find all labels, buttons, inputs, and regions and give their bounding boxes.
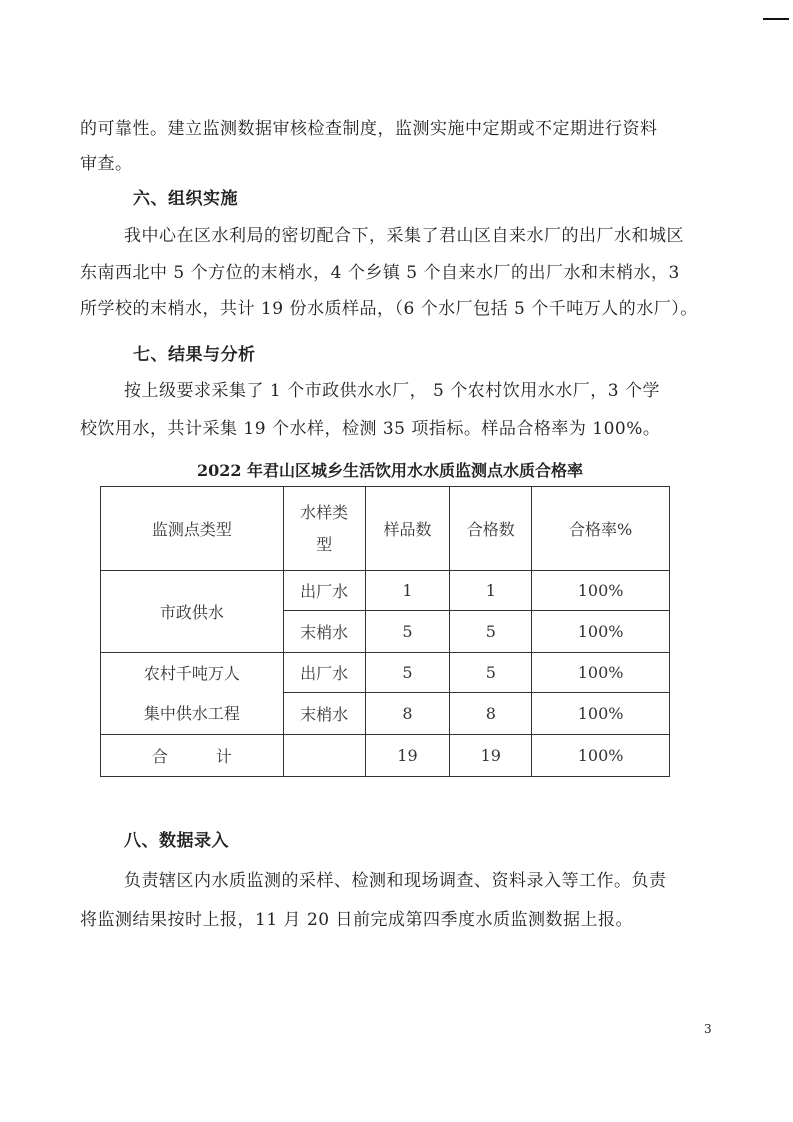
cell: 末梢水 — [283, 693, 365, 735]
header-cell: 合格数 — [450, 487, 532, 571]
header-cell: 样品数 — [365, 487, 450, 571]
cell: 出厂水 — [283, 653, 365, 693]
group-name-text: 农村千吨万人 — [143, 663, 240, 683]
header-text: 型 — [316, 534, 333, 554]
paragraph-line: 我中心在区水利局的密切配合下，采集了君山区自来水厂的出厂水和城区 — [124, 226, 684, 246]
cell: 8 — [365, 693, 450, 735]
table-row — [101, 571, 670, 611]
page-number: 3 — [704, 1022, 712, 1036]
cell: 出厂水 — [283, 571, 365, 611]
header-cell — [283, 487, 365, 571]
cell: 5 — [450, 653, 532, 693]
cell: 100% — [532, 693, 670, 735]
cell: 5 — [365, 653, 450, 693]
cell: 100% — [532, 571, 670, 611]
header-cell: 合格率% — [532, 487, 670, 571]
total-label-cell: 合 计 — [101, 735, 284, 777]
cell: 19 — [450, 735, 532, 777]
paragraph-line: 按上级要求采集了 1 个市政供水水厂， 5 个农村饮用水水厂，3 个学 — [124, 381, 660, 401]
table-row — [101, 653, 670, 693]
table-header-row — [101, 487, 670, 571]
cell: 100% — [532, 653, 670, 693]
paragraph-line: 负责辖区内水质监测的采样、检测和现场调查、资料录入等工作。负责 — [124, 871, 667, 891]
group-name-cell — [101, 653, 284, 735]
header-text: 水样类 — [300, 502, 349, 522]
cell: 19 — [365, 735, 450, 777]
scan-corner-mark — [763, 18, 789, 20]
cell — [283, 735, 365, 777]
cell: 5 — [365, 611, 450, 653]
cell: 100% — [532, 611, 670, 653]
paragraph-line: 东南西北中 5 个方位的末梢水，4 个乡镇 5 个自来水厂的出厂水和末梢水，3 — [80, 263, 680, 283]
table-total-row — [101, 735, 670, 777]
header-cell: 监测点类型 — [101, 487, 284, 571]
table-caption: 2022 年君山区城乡生活饮用水水质监测点水质合格率 — [196, 461, 584, 480]
paragraph-line: 校饮用水，共计采集 19 个水样，检测 35 项指标。样品合格率为 100%。 — [80, 419, 661, 439]
section-heading-8: 八、数据录入 — [124, 831, 229, 851]
group-name-cell: 市政供水 — [101, 571, 284, 653]
cell: 100% — [532, 735, 670, 777]
paragraph-line: 所学校的末梢水，共计 19 份水质样品，（6 个水厂包括 5 个千吨万人的水厂）。 — [80, 299, 698, 319]
cell: 1 — [365, 571, 450, 611]
cell: 5 — [450, 611, 532, 653]
cell: 末梢水 — [283, 611, 365, 653]
paragraph-line: 审查。 — [80, 154, 133, 174]
cell: 8 — [450, 693, 532, 735]
section-heading-7: 七、结果与分析 — [133, 345, 256, 365]
paragraph-line: 将监测结果按时上报，11 月 20 日前完成第四季度水质监测数据上报。 — [80, 910, 633, 930]
group-name-text: 集中供水工程 — [143, 703, 240, 723]
cell: 1 — [450, 571, 532, 611]
paragraph-line: 的可靠性。建立监测数据审核检查制度，监测实施中定期或不定期进行资料 — [80, 119, 658, 139]
water-quality-table — [100, 486, 670, 777]
section-heading-6: 六、组织实施 — [133, 189, 238, 209]
